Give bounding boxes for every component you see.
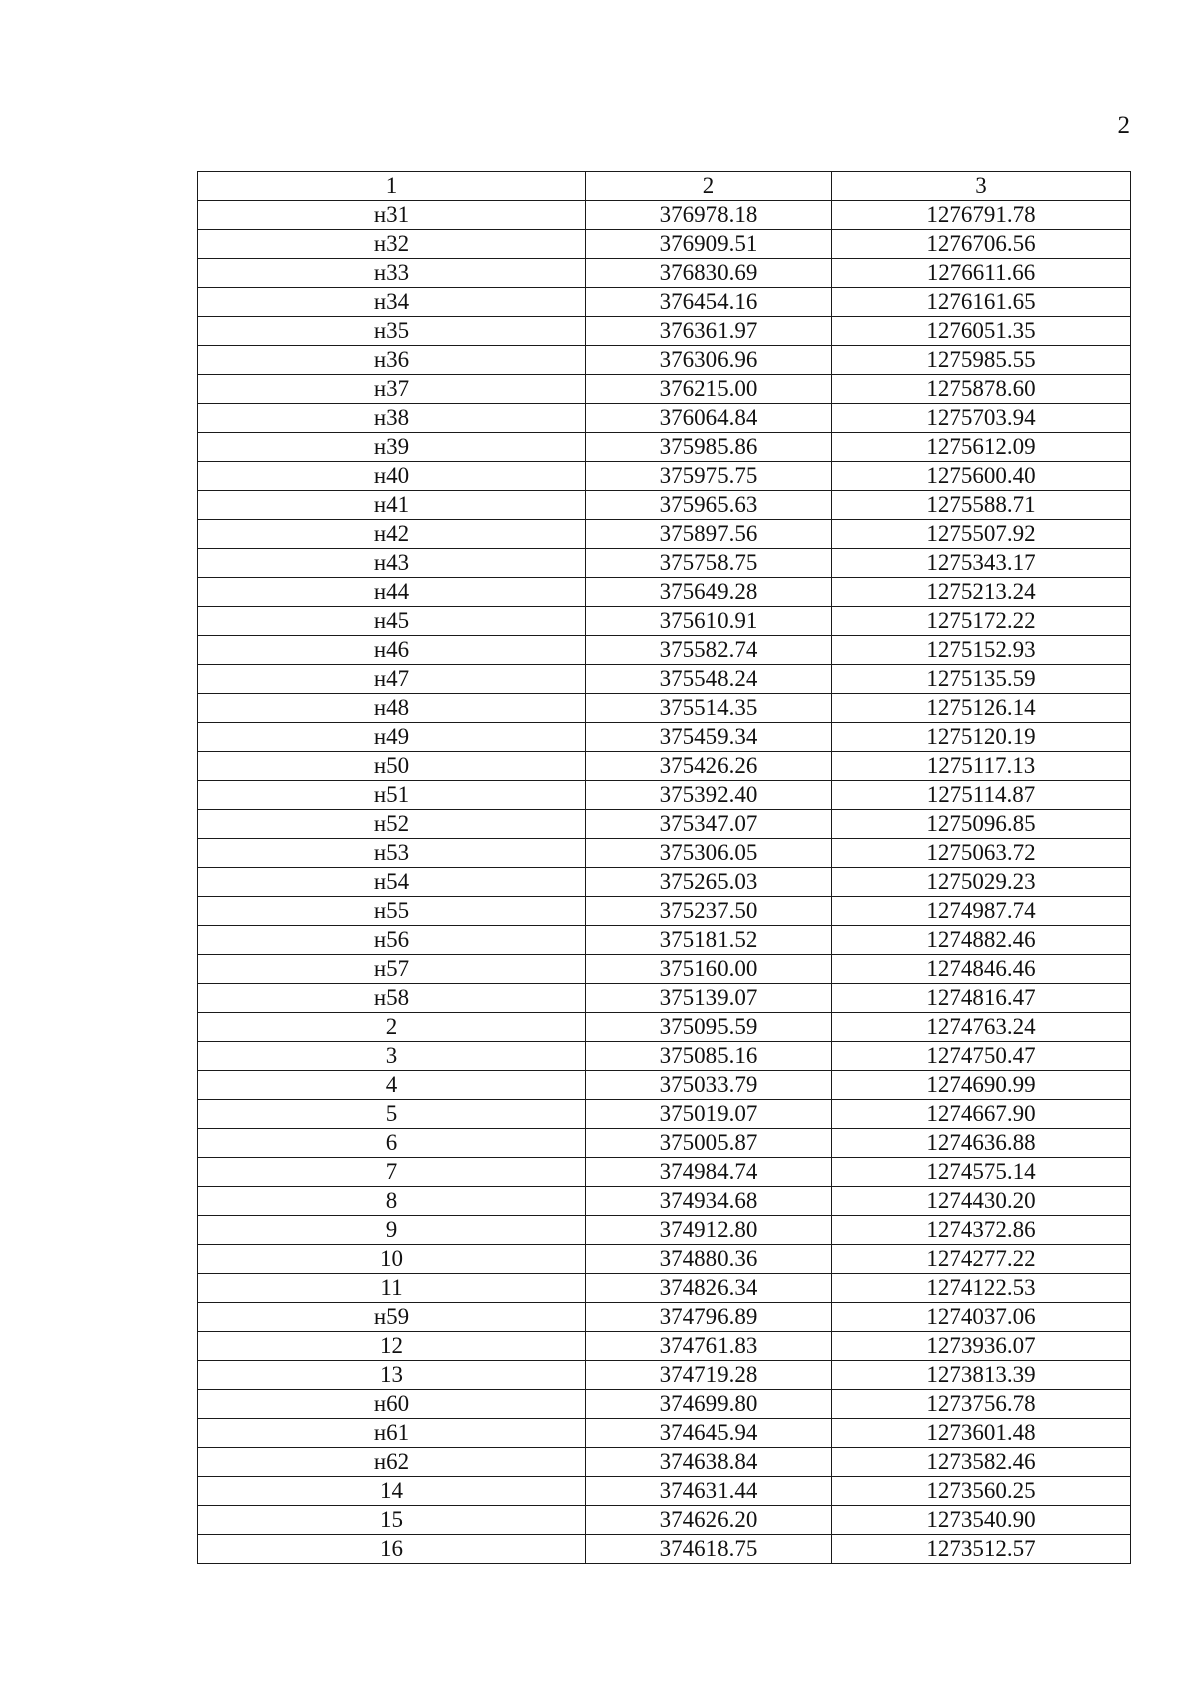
x-coordinate-cell: 374934.68 [586,1187,832,1216]
x-coordinate-cell: 375033.79 [586,1071,832,1100]
x-coordinate-cell: 375985.86 [586,433,832,462]
table-row [198,868,1131,897]
table-row [198,1274,1131,1303]
x-coordinate-cell: 376978.18 [586,201,832,230]
point-id-cell: 8 [198,1187,586,1216]
point-id-cell: н36 [198,346,586,375]
point-id-cell: н54 [198,868,586,897]
x-coordinate-cell: 374638.84 [586,1448,832,1477]
x-coordinate-cell: 376830.69 [586,259,832,288]
x-coordinate-cell: 375548.24 [586,665,832,694]
y-coordinate-cell: 1275135.59 [832,665,1131,694]
point-id-cell: н52 [198,810,586,839]
point-id-cell: н42 [198,520,586,549]
y-coordinate-cell: 1276051.35 [832,317,1131,346]
y-coordinate-cell: 1275588.71 [832,491,1131,520]
point-id-cell: н49 [198,723,586,752]
point-id-cell: н62 [198,1448,586,1477]
y-coordinate-cell: 1273512.57 [832,1535,1131,1564]
x-coordinate-cell: 375181.52 [586,926,832,955]
x-coordinate-cell: 375085.16 [586,1042,832,1071]
y-coordinate-cell: 1273756.78 [832,1390,1131,1419]
point-id-cell: н45 [198,607,586,636]
x-coordinate-cell: 374631.44 [586,1477,832,1506]
x-coordinate-cell: 374699.80 [586,1390,832,1419]
y-coordinate-cell: 1274816.47 [832,984,1131,1013]
table-header-row [198,172,1131,201]
table-row [198,1071,1131,1100]
x-coordinate-cell: 375306.05 [586,839,832,868]
x-coordinate-cell: 375965.63 [586,491,832,520]
y-coordinate-cell: 1275172.22 [832,607,1131,636]
y-coordinate-cell: 1275114.87 [832,781,1131,810]
y-coordinate-cell: 1275120.19 [832,723,1131,752]
x-coordinate-cell: 376064.84 [586,404,832,433]
x-coordinate-cell: 375514.35 [586,694,832,723]
y-coordinate-cell: 1275117.13 [832,752,1131,781]
y-coordinate-cell: 1275152.93 [832,636,1131,665]
y-coordinate-cell: 1273813.39 [832,1361,1131,1390]
table-row [198,230,1131,259]
table-row [198,1419,1131,1448]
coordinates-table [197,171,1131,1564]
point-id-cell: н57 [198,955,586,984]
x-coordinate-cell: 374645.94 [586,1419,832,1448]
table-row [198,375,1131,404]
y-coordinate-cell: 1275029.23 [832,868,1131,897]
y-coordinate-cell: 1275878.60 [832,375,1131,404]
x-coordinate-cell: 374984.74 [586,1158,832,1187]
x-coordinate-cell: 376454.16 [586,288,832,317]
x-coordinate-cell: 374719.28 [586,1361,832,1390]
point-id-cell: 7 [198,1158,586,1187]
table-row [198,1216,1131,1245]
table-row [198,752,1131,781]
point-id-cell: н55 [198,897,586,926]
x-coordinate-cell: 375649.28 [586,578,832,607]
y-coordinate-cell: 1274846.46 [832,955,1131,984]
x-coordinate-cell: 376361.97 [586,317,832,346]
x-coordinate-cell: 376306.96 [586,346,832,375]
table-row [198,201,1131,230]
point-id-cell: н40 [198,462,586,491]
table-row [198,346,1131,375]
x-coordinate-cell: 375392.40 [586,781,832,810]
table-row [198,1303,1131,1332]
y-coordinate-cell: 1274750.47 [832,1042,1131,1071]
table-row [198,1158,1131,1187]
x-coordinate-cell: 374826.34 [586,1274,832,1303]
x-coordinate-cell: 375160.00 [586,955,832,984]
x-coordinate-cell: 375139.07 [586,984,832,1013]
table-row [198,1100,1131,1129]
y-coordinate-cell: 1274122.53 [832,1274,1131,1303]
point-id-cell: н43 [198,549,586,578]
header-cell-y: 3 [832,172,1131,201]
x-coordinate-cell: 375758.75 [586,549,832,578]
table-row [198,984,1131,1013]
point-id-cell: н59 [198,1303,586,1332]
table-row [198,1332,1131,1361]
y-coordinate-cell: 1273540.90 [832,1506,1131,1535]
x-coordinate-cell: 374626.20 [586,1506,832,1535]
table-row [198,491,1131,520]
y-coordinate-cell: 1274987.74 [832,897,1131,926]
table-row [198,1535,1131,1564]
header-cell-point: 1 [198,172,586,201]
point-id-cell: 11 [198,1274,586,1303]
point-id-cell: 15 [198,1506,586,1535]
y-coordinate-cell: 1274763.24 [832,1013,1131,1042]
table-row [198,433,1131,462]
x-coordinate-cell: 375610.91 [586,607,832,636]
y-coordinate-cell: 1275126.14 [832,694,1131,723]
table-row [198,607,1131,636]
table-row [198,636,1131,665]
x-coordinate-cell: 375897.56 [586,520,832,549]
table-row [198,694,1131,723]
y-coordinate-cell: 1275063.72 [832,839,1131,868]
header-cell-x: 2 [586,172,832,201]
point-id-cell: н38 [198,404,586,433]
table-row [198,1129,1131,1158]
point-id-cell: 12 [198,1332,586,1361]
point-id-cell: 5 [198,1100,586,1129]
y-coordinate-cell: 1275213.24 [832,578,1131,607]
x-coordinate-cell: 375095.59 [586,1013,832,1042]
table-row [198,1390,1131,1419]
point-id-cell: н47 [198,665,586,694]
y-coordinate-cell: 1275343.17 [832,549,1131,578]
point-id-cell: н50 [198,752,586,781]
table-row [198,810,1131,839]
table-row [198,1013,1131,1042]
x-coordinate-cell: 374761.83 [586,1332,832,1361]
x-coordinate-cell: 375019.07 [586,1100,832,1129]
x-coordinate-cell: 375975.75 [586,462,832,491]
point-id-cell: 14 [198,1477,586,1506]
y-coordinate-cell: 1275612.09 [832,433,1131,462]
y-coordinate-cell: 1273582.46 [832,1448,1131,1477]
y-coordinate-cell: 1276791.78 [832,201,1131,230]
table-row [198,1187,1131,1216]
table-row [198,288,1131,317]
table-row [198,1245,1131,1274]
point-id-cell: н37 [198,375,586,404]
table-row [198,723,1131,752]
table-body [198,201,1131,1564]
point-id-cell: н34 [198,288,586,317]
point-id-cell: 6 [198,1129,586,1158]
table-row [198,781,1131,810]
y-coordinate-cell: 1276611.66 [832,259,1131,288]
x-coordinate-cell: 376909.51 [586,230,832,259]
y-coordinate-cell: 1273936.07 [832,1332,1131,1361]
y-coordinate-cell: 1274575.14 [832,1158,1131,1187]
point-id-cell: 3 [198,1042,586,1071]
y-coordinate-cell: 1274636.88 [832,1129,1131,1158]
point-id-cell: н56 [198,926,586,955]
point-id-cell: 13 [198,1361,586,1390]
y-coordinate-cell: 1275507.92 [832,520,1131,549]
point-id-cell: н48 [198,694,586,723]
table-row [198,317,1131,346]
point-id-cell: н53 [198,839,586,868]
y-coordinate-cell: 1275703.94 [832,404,1131,433]
y-coordinate-cell: 1276706.56 [832,230,1131,259]
table-row [198,404,1131,433]
y-coordinate-cell: 1273560.25 [832,1477,1131,1506]
point-id-cell: н58 [198,984,586,1013]
point-id-cell: 4 [198,1071,586,1100]
x-coordinate-cell: 374618.75 [586,1535,832,1564]
point-id-cell: н61 [198,1419,586,1448]
x-coordinate-cell: 374912.80 [586,1216,832,1245]
y-coordinate-cell: 1274882.46 [832,926,1131,955]
table-row [198,462,1131,491]
y-coordinate-cell: 1274372.86 [832,1216,1131,1245]
point-id-cell: 10 [198,1245,586,1274]
x-coordinate-cell: 375426.26 [586,752,832,781]
y-coordinate-cell: 1274037.06 [832,1303,1131,1332]
table-row [198,578,1131,607]
y-coordinate-cell: 1275985.55 [832,346,1131,375]
point-id-cell: 9 [198,1216,586,1245]
point-id-cell: н41 [198,491,586,520]
table-row [198,839,1131,868]
y-coordinate-cell: 1276161.65 [832,288,1131,317]
table-row [198,897,1131,926]
x-coordinate-cell: 375459.34 [586,723,832,752]
x-coordinate-cell: 376215.00 [586,375,832,404]
point-id-cell: н51 [198,781,586,810]
table-row [198,259,1131,288]
point-id-cell: 2 [198,1013,586,1042]
x-coordinate-cell: 375237.50 [586,897,832,926]
table-row [198,1477,1131,1506]
y-coordinate-cell: 1274277.22 [832,1245,1131,1274]
table-row [198,665,1131,694]
x-coordinate-cell: 375582.74 [586,636,832,665]
table-row [198,955,1131,984]
point-id-cell: н44 [198,578,586,607]
y-coordinate-cell: 1274430.20 [832,1187,1131,1216]
table-row [198,549,1131,578]
x-coordinate-cell: 375347.07 [586,810,832,839]
point-id-cell: н35 [198,317,586,346]
y-coordinate-cell: 1273601.48 [832,1419,1131,1448]
table-row [198,1361,1131,1390]
x-coordinate-cell: 374880.36 [586,1245,832,1274]
table-row [198,926,1131,955]
point-id-cell: н31 [198,201,586,230]
point-id-cell: 16 [198,1535,586,1564]
table-row [198,1448,1131,1477]
point-id-cell: н39 [198,433,586,462]
table-row [198,520,1131,549]
x-coordinate-cell: 375265.03 [586,868,832,897]
x-coordinate-cell: 375005.87 [586,1129,832,1158]
y-coordinate-cell: 1275600.40 [832,462,1131,491]
point-id-cell: н33 [198,259,586,288]
point-id-cell: н32 [198,230,586,259]
page-number: 2 [1117,112,1130,139]
table-row [198,1506,1131,1535]
point-id-cell: н60 [198,1390,586,1419]
x-coordinate-cell: 374796.89 [586,1303,832,1332]
y-coordinate-cell: 1274667.90 [832,1100,1131,1129]
table-row [198,1042,1131,1071]
point-id-cell: н46 [198,636,586,665]
y-coordinate-cell: 1274690.99 [832,1071,1131,1100]
y-coordinate-cell: 1275096.85 [832,810,1131,839]
